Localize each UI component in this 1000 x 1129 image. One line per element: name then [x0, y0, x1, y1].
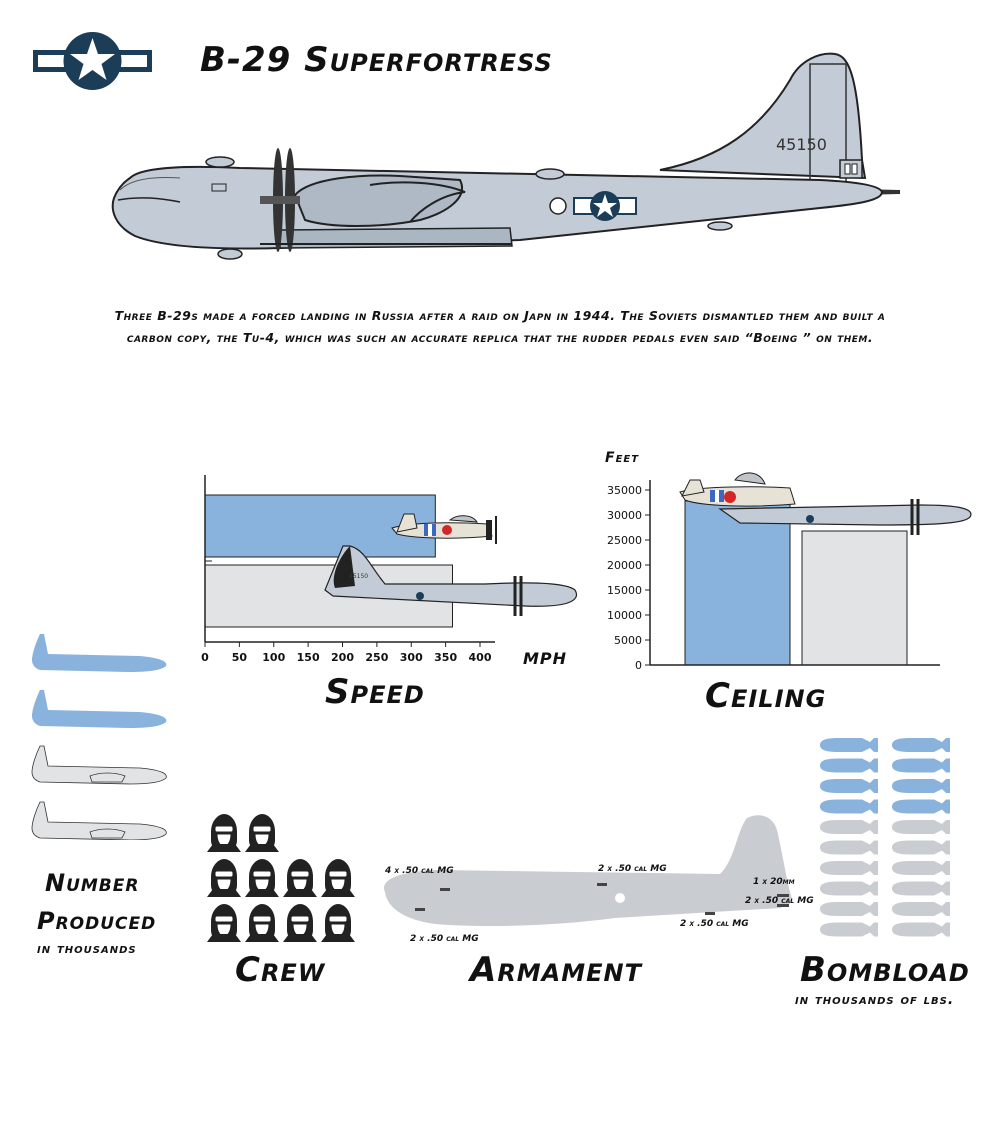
ceiling-chart — [590, 465, 990, 680]
speed-tick-label: 400 — [468, 651, 492, 664]
ceiling-bar-b29 — [802, 531, 907, 665]
crew-member-icon — [321, 904, 355, 942]
crew-label: Crew — [235, 950, 326, 990]
ceiling-tick-label: 5000 — [614, 634, 642, 647]
ceiling-tick-label: 30000 — [607, 509, 642, 522]
zero-produced-icon — [32, 634, 166, 672]
ceiling-tick-label: 25000 — [607, 534, 642, 547]
number-label-line-2: Produced — [37, 907, 157, 935]
zero-produced-icon — [32, 690, 166, 728]
speed-tick-label: 100 — [262, 651, 286, 664]
speed-tick-label: 250 — [365, 651, 389, 664]
crew-member-icon — [283, 904, 317, 942]
b29-main-illustration — [100, 50, 910, 265]
crew-member-icon — [245, 904, 279, 942]
fact-caption-line-2: carbon copy, the Tu-4, which was such an accurate replica that the rudder pedals even said “Boeing ” on them. — [126, 330, 874, 345]
ceiling-bar-zero-fighter — [685, 501, 790, 665]
crew-member-icon — [207, 814, 241, 852]
ceiling-ylabel: Feet — [605, 450, 640, 466]
fact-caption — [40, 305, 960, 349]
armament-label: Armament — [470, 950, 642, 990]
bomb-icon — [820, 923, 878, 937]
bomb-icon-highlighted — [820, 779, 878, 793]
page-title: B-29 Superfortress — [200, 40, 553, 80]
small-tail-number: 45150 — [349, 573, 369, 580]
bomb-icon — [820, 902, 878, 916]
bombload-label: Bombload — [800, 950, 970, 990]
ceiling-tick-label: 15000 — [607, 584, 642, 597]
ceiling-tick-label: 35000 — [607, 484, 642, 497]
bomb-icon — [820, 861, 878, 875]
bombload-pictogram — [815, 735, 955, 945]
bombload-sublabel: in thousands of lbs. — [795, 992, 955, 1008]
speed-tick-label: 300 — [399, 651, 423, 664]
tail-number: 45150 — [776, 135, 827, 154]
bomb-icon-highlighted — [892, 759, 950, 773]
ceiling-tick-label: 20000 — [607, 559, 642, 572]
bomb-icon-highlighted — [820, 738, 878, 752]
crew-member-icon — [207, 859, 241, 897]
speed-tick-label: 0 — [201, 651, 209, 664]
crew-member-icon — [207, 904, 241, 942]
speed-tick-label: 350 — [434, 651, 458, 664]
b29-produced-icon — [32, 746, 166, 784]
armament-item-tail-cannon: 1 x 20mm — [753, 877, 795, 887]
ceiling-tick-label: 0 — [635, 659, 642, 672]
bomb-icon-highlighted — [820, 759, 878, 773]
bomb-icon-highlighted — [820, 800, 878, 814]
speed-chart — [190, 470, 590, 670]
armament-item-front-upper: 4 x .50 cal MG — [385, 866, 454, 876]
speed-tick-label: 150 — [296, 651, 320, 664]
speed-label: Speed — [325, 672, 425, 712]
crew-member-icon — [245, 859, 279, 897]
armament-item-upper-rear: 2 x .50 cal MG — [598, 864, 667, 874]
crew-member-icon — [245, 814, 279, 852]
number-produced-label — [37, 864, 157, 940]
b29-produced-icon — [32, 802, 166, 840]
bomb-icon-highlighted — [892, 738, 950, 752]
bomb-icon — [892, 861, 950, 875]
number-produced-sublabel: in thousands — [37, 941, 137, 957]
ceiling-tick-label: 10000 — [607, 609, 642, 622]
crew-pictogram — [205, 812, 360, 947]
bomb-icon-highlighted — [892, 800, 950, 814]
armament-item-lower-rear: 2 x .50 cal MG — [680, 919, 749, 929]
zero-fighter-icon — [680, 473, 795, 506]
bomb-icon — [892, 820, 950, 834]
bomb-icon — [892, 923, 950, 937]
armament-item-front-lower: 2 x .50 cal MG — [410, 934, 479, 944]
bomb-icon — [820, 841, 878, 855]
bomb-icon — [892, 882, 950, 896]
number-label-line-1: Number — [45, 869, 140, 897]
bomb-icon — [820, 820, 878, 834]
fact-caption-line-1: Three B-29s made a forced landing in Russia after a raid on Japn in 1944. The Soviets dismantled them and built a — [114, 308, 886, 323]
crew-member-icon — [283, 859, 317, 897]
number-produced-pictogram — [25, 625, 175, 840]
ceiling-label: Ceiling — [705, 676, 827, 716]
bomb-icon — [820, 882, 878, 896]
speed-tick-label: 200 — [331, 651, 354, 664]
bomb-icon — [892, 841, 950, 855]
speed-unit-label: MPH — [523, 649, 568, 668]
speed-tick-label: 50 — [231, 651, 248, 664]
armament-item-tail-guns: 2 x .50 cal MG — [745, 896, 814, 906]
bomb-icon-highlighted — [892, 779, 950, 793]
crew-member-icon — [321, 859, 355, 897]
bomb-icon — [892, 902, 950, 916]
